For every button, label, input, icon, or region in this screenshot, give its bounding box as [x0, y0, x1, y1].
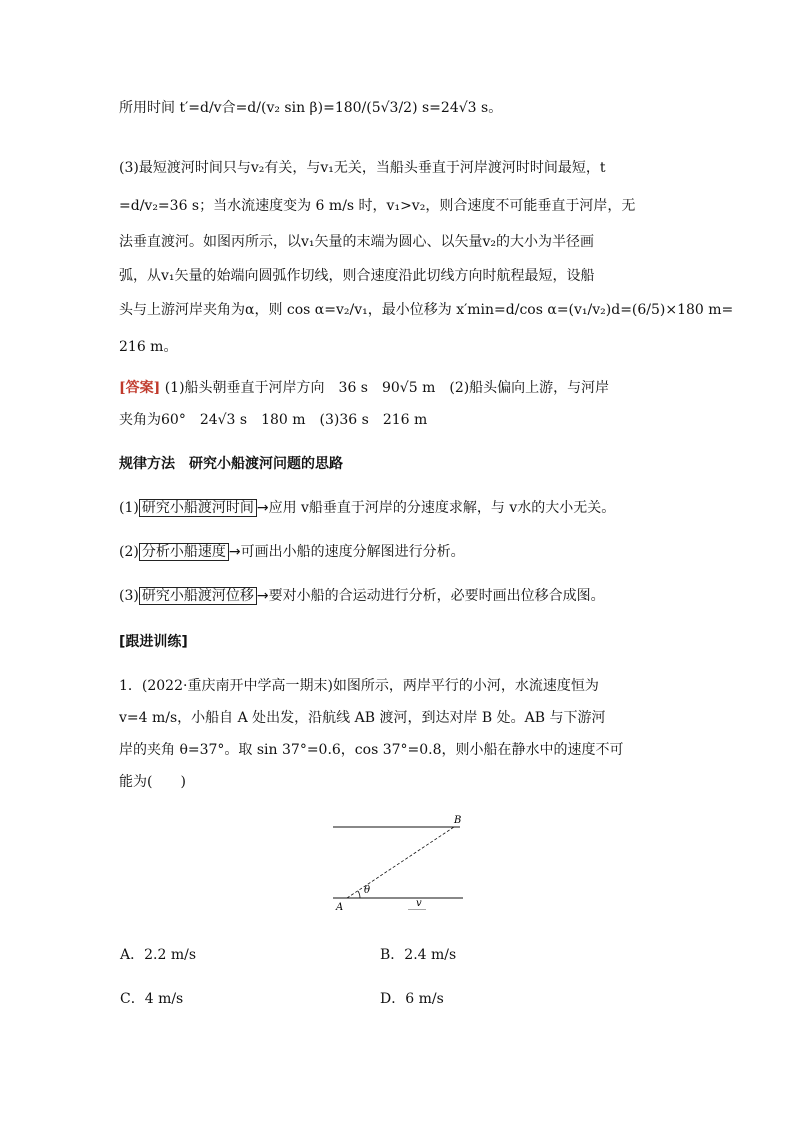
point-a-label: A — [336, 902, 344, 910]
answer-line-2: 夹角为60° 24√3 s 180 m (3)36 s 216 m — [119, 412, 428, 428]
option-d[interactable]: D．6 m/s — [380, 991, 444, 1007]
option-b[interactable]: B．2.4 m/s — [380, 947, 457, 963]
river-crossing-diagram — [330, 812, 470, 910]
solution-line-6: 头与上游河岸夹角为α，则 cos α=v₂/v₁，最小位移为 x′min=d/cos α=(v₁/v₂)d=(6/5)×180 m= — [119, 302, 734, 318]
arrow-right-icon: → — [256, 500, 269, 516]
method-item-num: (1) — [119, 500, 139, 516]
method-item-box: 研究小船渡河时间 — [139, 499, 257, 517]
solution-line-3: =d/v₂=36 s；当水流速度变为 6 m/s 时，v₁>v₂，则合速度不可能垂直于河岸，无 — [119, 198, 636, 214]
option-a[interactable]: A．2.2 m/s — [120, 947, 197, 963]
point-b-label: B — [454, 815, 462, 826]
question-1-line-4: 能为( ) — [119, 774, 186, 790]
practice-heading: [跟进训练] — [119, 634, 188, 650]
solution-line-2: (3)最短渡河时间只与v₂有关，与v₁无关，当船头垂直于河岸渡河时时间最短，t — [119, 160, 606, 176]
question-1-line-1: 1．(2022·重庆南开中学高一期末)如图所示，两岸平行的小河，水流速度恒为 — [119, 678, 599, 694]
method-item-text: 要对小船的合运动进行分析，必要时画出位移合成图。 — [268, 588, 605, 604]
question-1-line-2: v=4 m/s，小船自 A 处出发，沿航线 AB 渡河，到达对岸 B 处。AB 与下游河 — [119, 710, 606, 726]
solution-line-4: 法垂直渡河。如图丙所示，以v₁矢量的末端为圆心、以矢量v₂的大小为半径画 — [119, 234, 595, 250]
method-item-box: 研究小船渡河位移 — [139, 587, 257, 605]
velocity-v-label: v — [416, 898, 422, 909]
answer-text-1: (1)船头朝垂直于河岸方向 36 s 90√5 m (2)船头偏向上游，与河岸 — [164, 380, 610, 396]
answer-line-1 — [119, 378, 609, 398]
method-item-2 — [119, 542, 465, 562]
solution-line-7: 216 m。 — [119, 339, 178, 355]
method-item-num: (2) — [119, 544, 139, 560]
method-title: 规律方法 研究小船渡河问题的思路 — [119, 456, 343, 472]
method-item-text: 可画出小船的速度分解图进行分析。 — [240, 544, 465, 560]
solution-line-1: 所用时间 t′=d/v合=d/(v₂ sin β)=180/(5√3/2) s=24√3 s。 — [119, 100, 503, 116]
method-item-text: 应用 v船垂直于河岸的分速度求解，与 v水的大小无关。 — [268, 500, 616, 516]
arrow-right-icon: → — [256, 588, 269, 604]
arrow-right-icon: → — [228, 544, 241, 560]
method-item-box: 分析小船速度 — [139, 543, 229, 561]
angle-theta-label: θ — [364, 885, 371, 896]
theta-arc — [358, 891, 360, 898]
question-1-line-3: 岸的夹角 θ=37°。取 sin 37°=0.6，cos 37°=0.8，则小船在静水中的速度不可 — [119, 742, 624, 758]
method-item-num: (3) — [119, 588, 139, 604]
option-c[interactable]: C．4 m/s — [120, 991, 184, 1007]
solution-line-5: 弧，从v₁矢量的始端向圆弧作切线，则合速度沿此切线方向时航程最短，设船 — [119, 268, 595, 284]
method-item-1 — [119, 498, 615, 518]
answer-tag: [答案] — [119, 380, 161, 396]
method-item-3 — [119, 586, 605, 606]
